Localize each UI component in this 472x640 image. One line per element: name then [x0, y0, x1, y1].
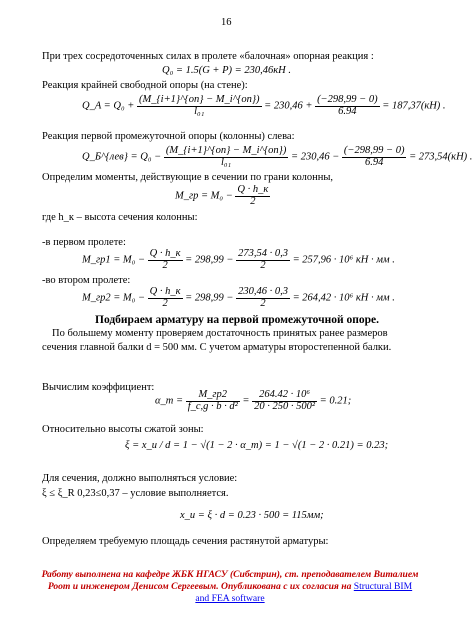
paragraph-10: Относительно высоты сжатой зоны: [42, 424, 204, 435]
paragraph-11: Для сечения, должно выполняться условие: [42, 473, 238, 484]
equation-xi: ξ = x_u / d = 1 − √(1 − 2 · α_m) = 1 − √(1 − 2 · 0.21) = 0.23; [125, 440, 389, 451]
paragraph-13: Определяем требуемую площадь сечения растянутой арматуры: [42, 536, 329, 547]
paragraph-5: где h_к – высота сечения колонны: [42, 212, 198, 223]
paragraph-6: -в первом пролете: [42, 237, 126, 248]
equation-m2: M_гр2 = M₀ − $\frac{Q \cdot h\_к}{2}$ = 298,99 − $\frac{230,46 \cdot 0,3}{2}$ = 264,42 · 10⁶ кН · мм . [82, 286, 395, 309]
footer-text: Работу выполнена на кафедре ЖБК НГАСУ (Сибстрин), ст. преподавателем Виталием Роот и инженером Денисом Сергеевым. Опубликована с их согласия на [41, 569, 419, 592]
equation-xu: x_u = ξ · d = 0.23 · 500 = 115мм; [180, 510, 324, 521]
equation-q0: Q₀ = 1.5(G + P) = 230,46кН . [162, 65, 291, 76]
equation-qa: Q_A = Q₀ + $\frac{(M\_\{i+1\}\^{}\{оп\} - M\_i\^{}\{оп\})}{\text{l₀₁}}$ = 230,46 + $\frac{(-298,99 - 0)}{6.94}$ = 187,37(кН) . [82, 94, 446, 117]
equation-m1: M_гр1 = M₀ − $\frac{Q \cdot h\_к}{2}$ = 298,99 − $\frac{273,54 \cdot 0,3}{2}$ = 257,96 · 10⁶ кН · мм . [82, 248, 395, 271]
equation-alpha-m: α_m = $\frac{M\_гр2}{\text{f\_c,g · b · d²}}$ = $\frac{\text{264.42 · 10⁶}}{\text{20 · 250 · 500²}}$ = 0.21; [155, 389, 352, 412]
equation-qb: Q_Б^{лев} = Q₀ − $\frac{(M\_\{i+1\}\^{}\{оп\} - M\_i\^{}\{оп\})}{\text{l₀₁}}$ = 230,46 − $\frac{(-298,99 - 0)}{6.94}$ = 273,54(кН) . [82, 145, 472, 168]
paragraph-12: ξ ≤ ξ_R 0,23≤0,37 – условие выполняется. [42, 488, 229, 499]
paragraph-9: Вычислим коэффициент: [42, 382, 155, 393]
paragraph-3: Реакция первой промежуточной опоры (колонны) слева: [42, 131, 295, 142]
paragraph-7: -во втором пролете: [42, 275, 131, 286]
paragraph-8b: сечения главной балки d = 500 мм. С учетом арматуры второстепенной балки. [42, 342, 392, 353]
footer-link[interactable]: Structural BIM and FEA software [195, 581, 413, 604]
footer-note [40, 569, 420, 605]
paragraph-2: Реакция крайней свободной опоры (на стене): [42, 80, 248, 91]
paragraph-4: Определим моменты, действующие в сечении по грани колонны, [42, 172, 334, 183]
page-number: 16 [221, 17, 232, 28]
paragraph-8a: По большему моменту проверяем достаточность принятых ранее размеров [52, 328, 388, 339]
section-heading: Подбираем арматуру на первой промежуточной опоре. [95, 314, 379, 326]
paragraph-1: При трех сосредоточенных силах в пролете «балочная» опорная реакция : [42, 51, 374, 62]
equation-mgr: M_гр = M₀ − $\frac{Q \cdot h\_к}{2}$ [175, 184, 269, 207]
